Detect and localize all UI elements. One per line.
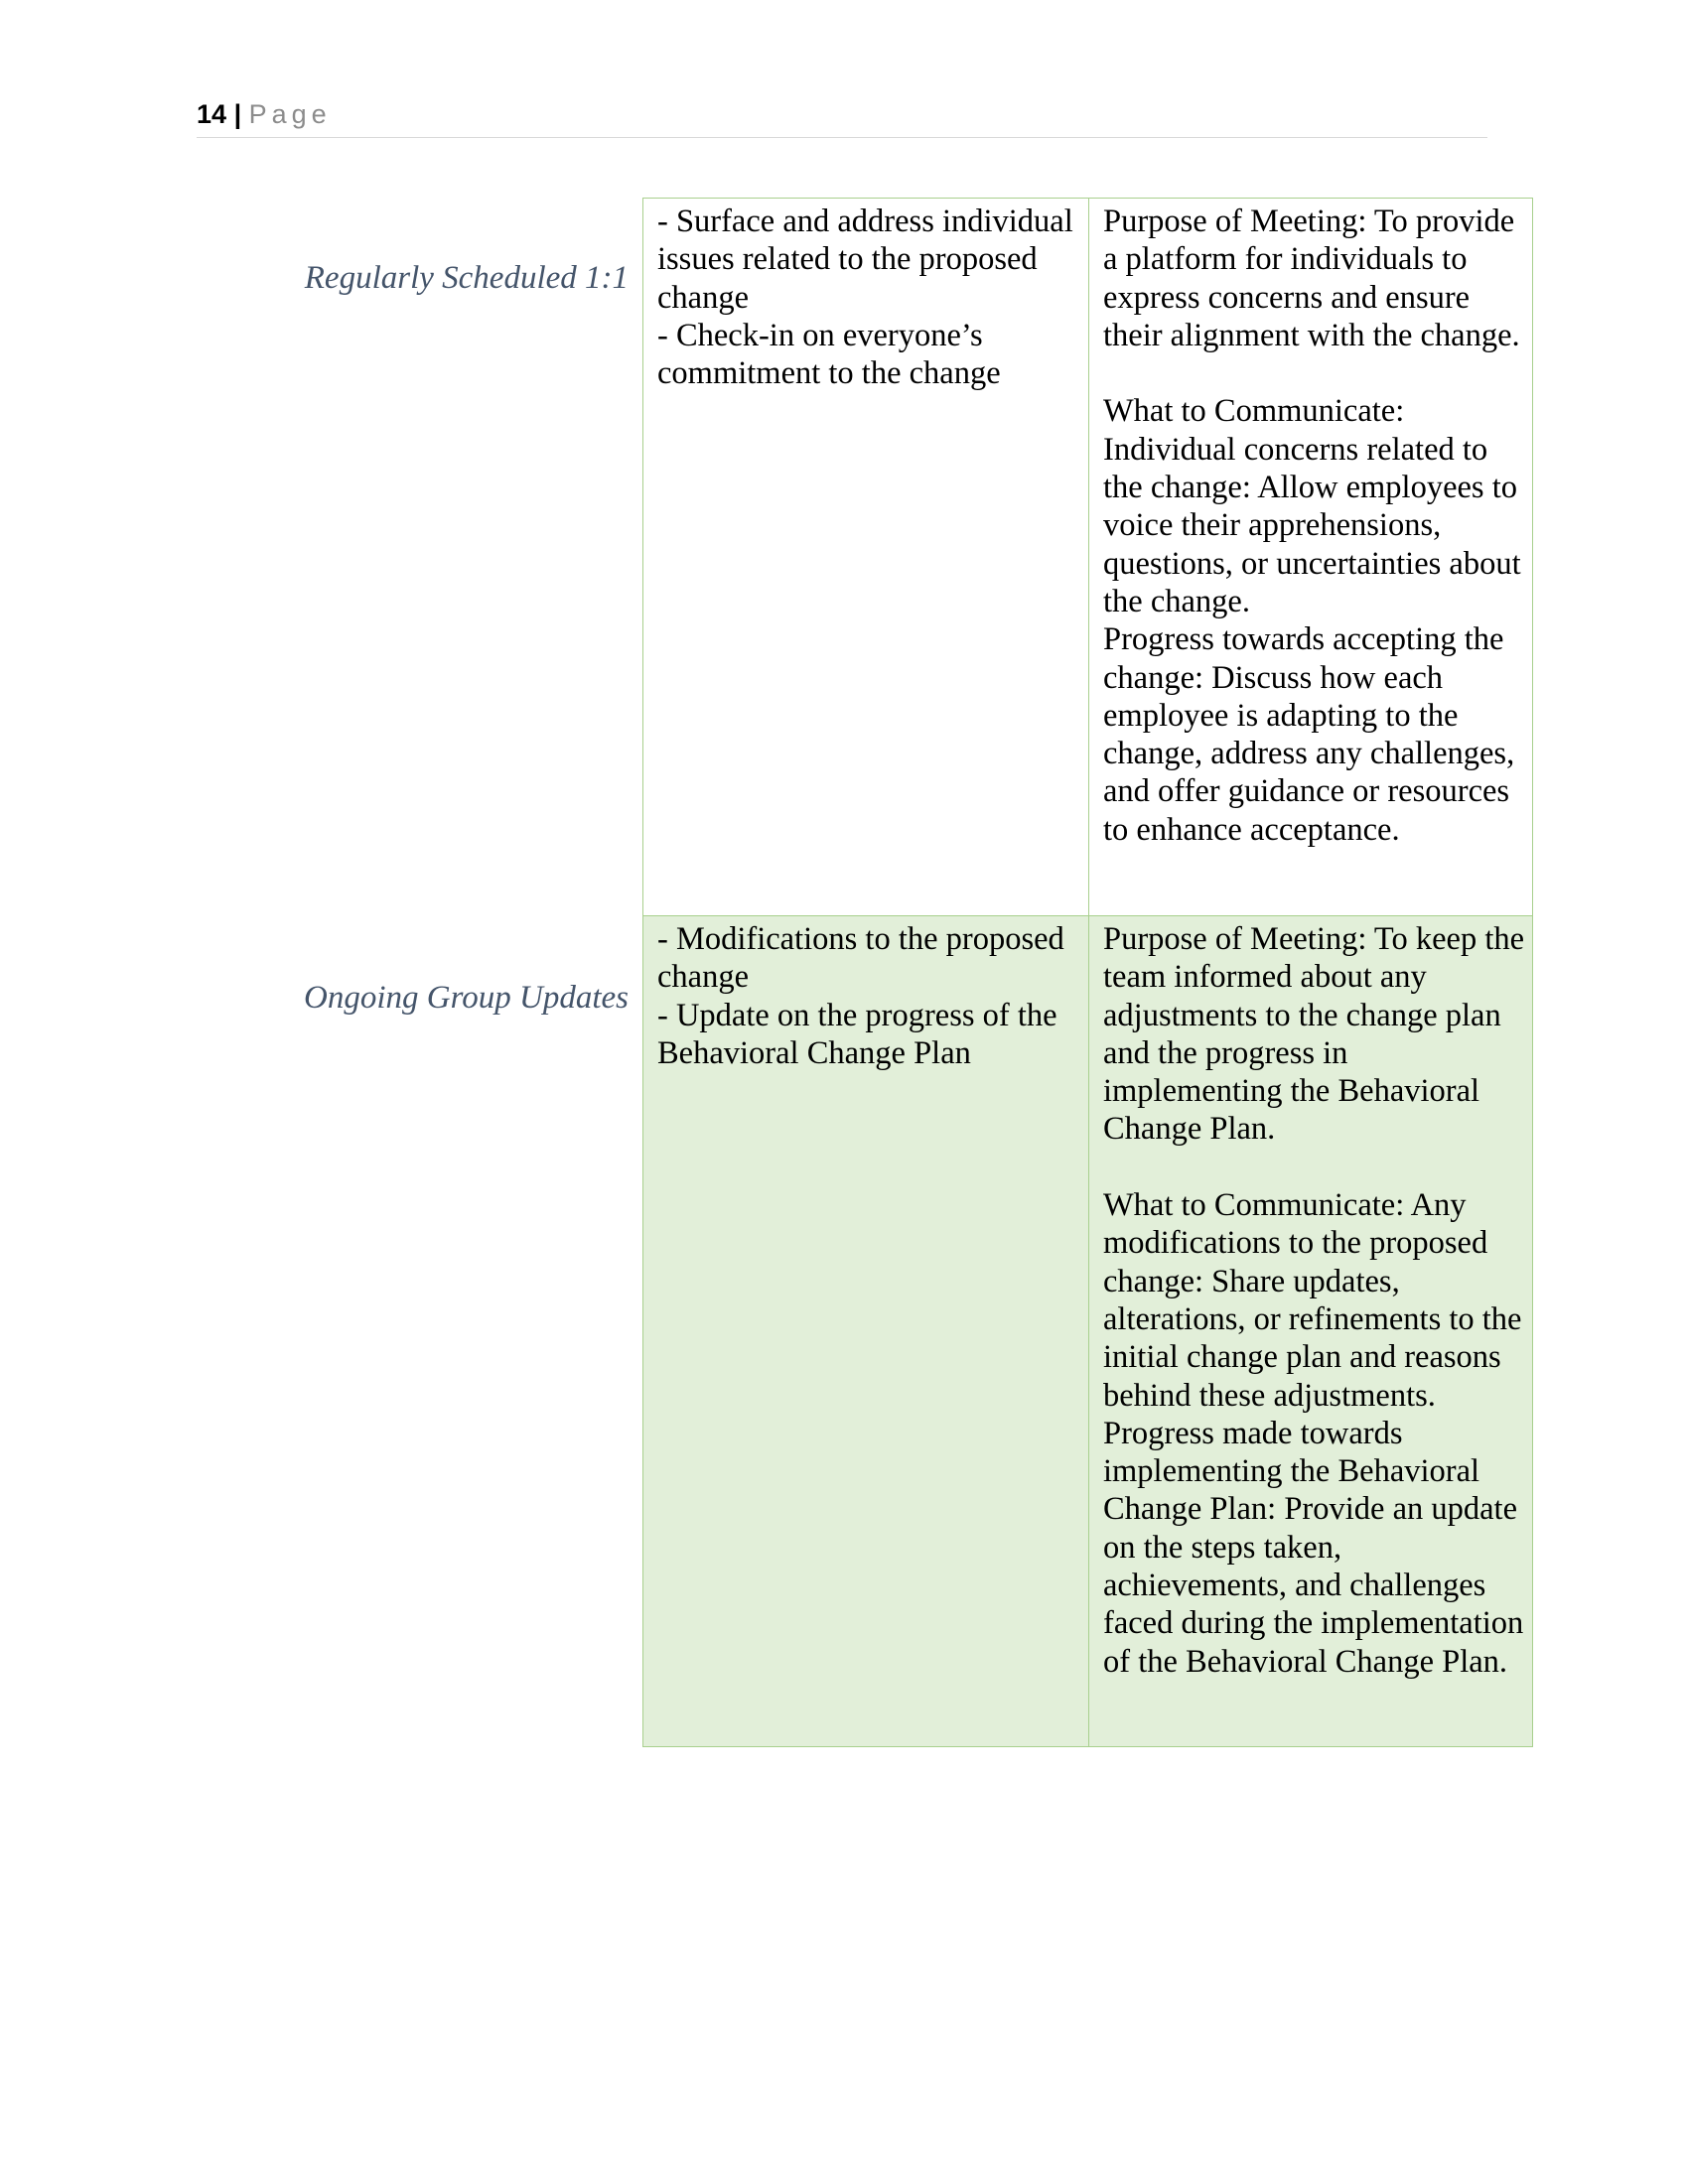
table-row (643, 916, 1533, 1747)
table-row (643, 199, 1533, 916)
topics-cell: - Modifications to the proposed change - Update on the progress of the Behavioral Change Plan (643, 916, 1089, 1747)
topics-cell: - Surface and address individual issues related to the proposed change - Check-in on everyone’s commitment to the change (643, 199, 1089, 916)
page-separator: | (233, 99, 242, 129)
communication-table (642, 198, 1533, 1747)
row-label-one-on-one: Regularly Scheduled 1:1 (304, 260, 629, 296)
details-cell: Purpose of Meeting: To provide a platform for individuals to express concerns and ensure their alignment with the change. What to Communicate: Individual concerns related to the change: Allow employees to voice their apprehensions, questions, or uncertainties about the change. Progress towards accepting the change: Discuss how each employee is adapting to the change, address any challenges, and offer guidance or resources to enhance acceptance. (1089, 199, 1533, 916)
details-cell: Purpose of Meeting: To keep the team informed about any adjustments to the change plan and the progress in implementing the Behavioral Change Plan. What to Communicate: Any modifications to the proposed change: Share updates, alterations, or refinements to the initial change plan and reasons behind these adjustments. Progress made towards implementing the Behavioral Change Plan: Provide an update on the steps taken, achievements, and challenges faced during the implementation of the Behavioral Change Plan. (1089, 916, 1533, 1747)
page-header (197, 97, 1487, 138)
row-label-group-updates: Ongoing Group Updates (304, 980, 629, 1016)
page-number: 14 (197, 99, 227, 129)
page-word: Page (248, 99, 332, 129)
